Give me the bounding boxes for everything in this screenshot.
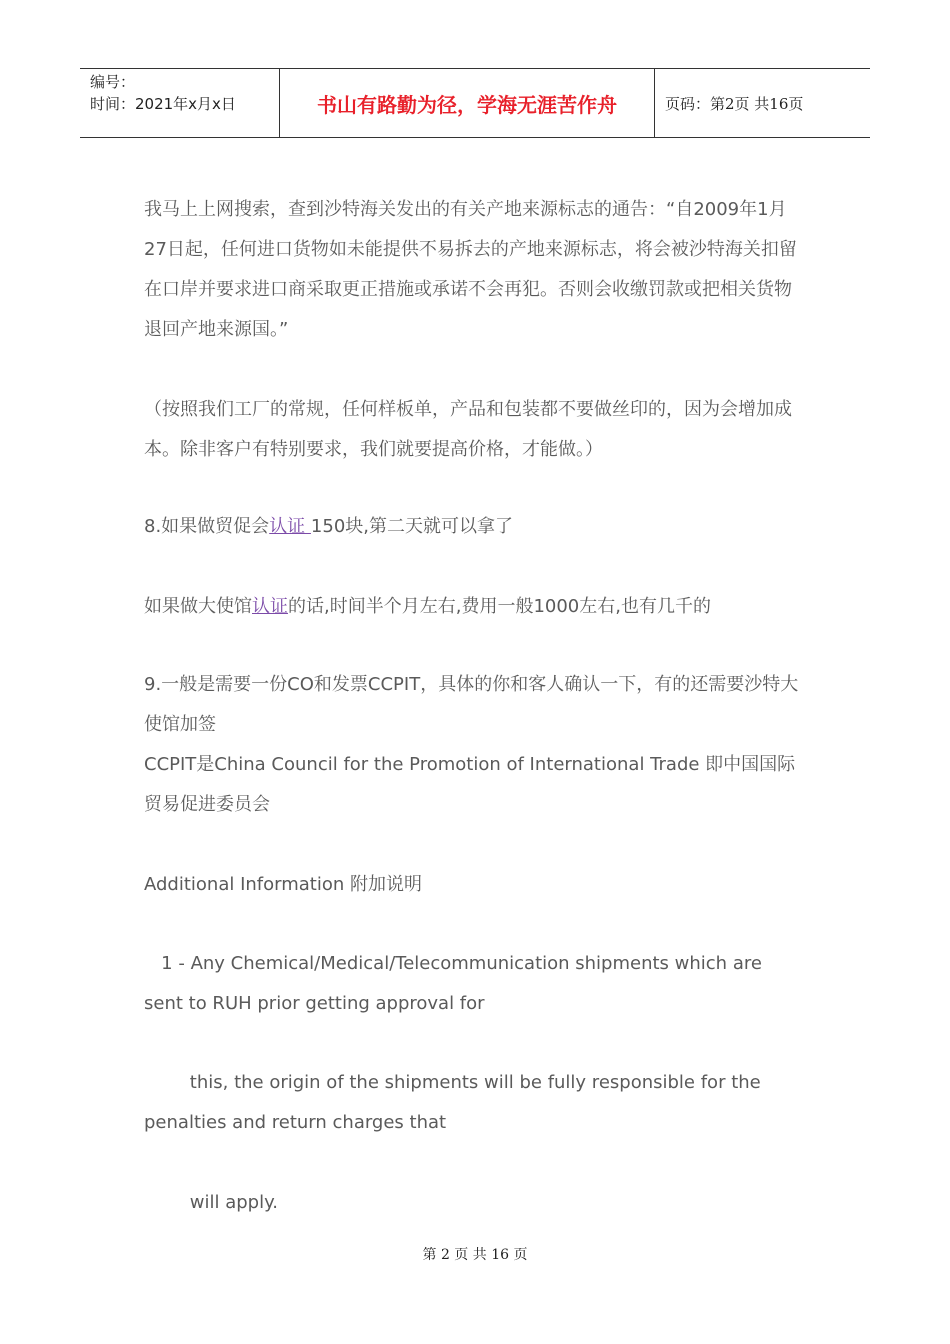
paragraph-factory-note: （按照我们工厂的常规，任何样板单，产品和包装都不要做丝印的，因为会增加成本。除非客户有特别要求，我们就要提高价格，才能做。） <box>144 399 792 460</box>
paragraph-item-8 <box>144 507 800 547</box>
certification-link[interactable]: 认证 <box>269 516 311 537</box>
header-meta <box>80 69 280 137</box>
paragraph-item-9: 9.一般是需要一份CO和发票CCPIT，具体的你和客人确认一下，有的还需要沙特大使馆加签 <box>144 674 799 735</box>
page-header <box>80 68 870 138</box>
number-label: 编号： <box>90 73 136 91</box>
paragraph-item-1-cont: this, the origin of the shipments will be fully responsible for the penalties and return charges that <box>144 1072 767 1133</box>
header-page-info: 页码：第2页 共16页 <box>665 94 804 113</box>
header-motto: 书山有路勤为径，学海无涯苦作舟 <box>280 69 655 137</box>
time-label: 时间：2021年x月x日 <box>90 95 236 113</box>
embassy-text-post: 的话,时间半个月左右,费用一般1000左右,也有几千的 <box>288 596 711 617</box>
item-8-text-pre: 8.如果做贸促会 <box>144 516 270 537</box>
paragraph-customs-notice: 我马上上网搜索，查到沙特海关发出的有关产地来源标志的通告：“自2009年1月27日起，任何进口货物如未能提供不易拆去的产地来源标志，将会被沙特海关扣留在口岸并要求进口商采取更正措施或承诺不会再犯。否则会收缴罚款或把相关货物退回产地来源国。” <box>144 199 797 340</box>
paragraph-ccpit: CCPIT是China Council for the Promotion of International Trade 即中国国际贸易促进委员会 <box>144 754 796 815</box>
embassy-text-pre: 如果做大使馆 <box>144 596 252 617</box>
paragraph-additional-info-heading: Additional Information 附加说明 <box>144 874 422 895</box>
paragraph-item-1: 1 - Any Chemical/Medical/Telecommunication shipments which are sent to RUH prior getting approval for <box>144 953 768 1014</box>
paragraph-item-1-end: will apply. <box>144 1192 278 1213</box>
paragraph-embassy <box>144 587 800 627</box>
page-footer: 第 2 页 共 16 页 <box>422 1247 528 1263</box>
certification-link-2[interactable]: 认证 <box>252 596 288 617</box>
item-8-text-post: 150块,第二天就可以拿了 <box>310 516 513 537</box>
